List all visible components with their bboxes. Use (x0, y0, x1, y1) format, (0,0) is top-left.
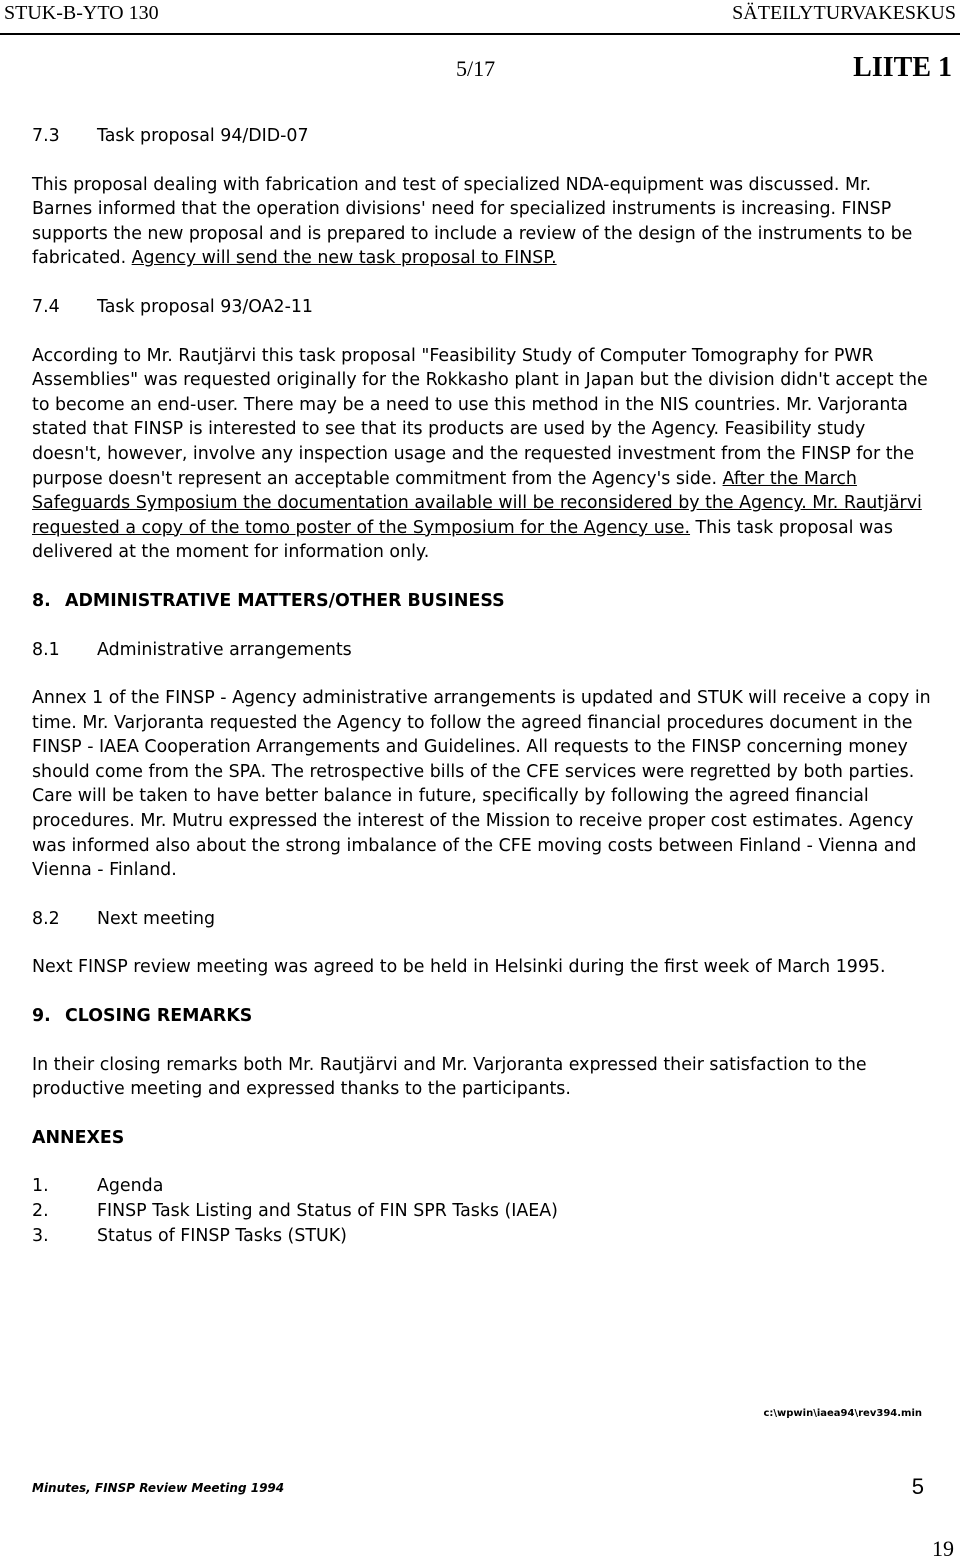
section-8-heading (32, 589, 932, 614)
annex-list (32, 1174, 932, 1248)
annex-text: FINSP Task Listing and Status of FIN SPR Tasks (IAEA) (97, 1201, 558, 1221)
page-number: 5/17 (456, 56, 496, 81)
section-number: 8.2 (32, 908, 60, 929)
footer-page-number: 5 (911, 1474, 924, 1499)
appendix-label: LIITE 1 (853, 52, 952, 83)
section-7-3-paragraph (32, 173, 932, 271)
annexes-heading: ANNEXES (32, 1127, 125, 1148)
section-8-2-paragraph: Next FINSP review meeting was agreed to be held in Helsinki during the first week of March 1995. (32, 957, 886, 978)
section-title: Next meeting (97, 908, 216, 929)
annex-number: 2. (32, 1201, 49, 1221)
annex-number: 3. (32, 1225, 49, 1246)
section-9-heading (32, 1004, 932, 1029)
annex-item (32, 1224, 932, 1249)
section-number: 7.3 (32, 126, 60, 146)
section-number: 8.1 (32, 639, 60, 660)
header-divider (0, 33, 960, 35)
section-title: CLOSING REMARKS (65, 1006, 253, 1027)
section-title: Administrative arrangements (97, 639, 352, 660)
section-number: 8. (32, 590, 51, 611)
annex-item (32, 1199, 932, 1224)
section-title: Task proposal 94/DID-07 (97, 126, 309, 146)
annex-number: 1. (32, 1176, 49, 1197)
section-9-paragraph: In their closing remarks both Mr. Rautjärvi and Mr. Varjoranta expressed their satisfaction to the productive meeting and expressed thanks to the participants. (32, 1054, 867, 1100)
section-8-1-heading (32, 638, 932, 663)
section-title: Task proposal 93/OA2-11 (97, 296, 313, 317)
section-title: ADMINISTRATIVE MATTERS/OTHER BUSINESS (65, 590, 505, 611)
org-name: SÄTEILYTURVAKESKUS (732, 2, 956, 24)
footer-title: Minutes, FINSP Review Meeting 1994 (32, 1481, 285, 1495)
annex-text: Status of FINSP Tasks (STUK) (97, 1225, 347, 1246)
paragraph-text: According to Mr. Rautjärvi this task proposal "Feasibility Study of Computer Tomography for PWR Assemblies" was requested originally for the Rokkasho plant in Japan but the division didn't accept the to become an end-user. There may be a need to use this method in the NIS countries. Mr. Varjoranta stated that FINSP is interested to see that its products are used by the Agency. Feasibility study doesn't, however, involve any inspection usage and the requested investment from the FINSP for the purpose doesn't represent an acceptable commitment from the Agency's side. (32, 345, 928, 489)
document-body (32, 124, 932, 1248)
section-8-1-paragraph: Annex 1 of the FINSP - Agency administrative arrangements is updated and STUK will receive a copy in time. Mr. Varjoranta requested the Agency to follow the agreed financial procedures document in the FINSP - IAEA Cooperation Arrangements and Guidelines. All requests to the FINSP concerning money should come from the SPA. The retrospective bills of the CFE services were regretted by both parties. Care will be taken to have better balance in future, specifically by following the agreed financial procedures. Mr. Mutru expressed the interest of the Mission to receive proper cost estimates. Agency was informed also about the strong imbalance of the CFE moving costs between Finland - Vienna and Vienna - Finland. (32, 688, 931, 881)
annex-item (32, 1174, 932, 1199)
paragraph-text: This task proposal was delivered at the moment for information only. (32, 517, 893, 563)
section-8-2-heading (32, 907, 932, 932)
underlined-text: After the March Safeguards Symposium the documentation available will be reconsidered by the Agency. Mr. Rautjärvi requested a copy of the tomo poster of the Symposium for the Agency use. (32, 468, 922, 538)
section-number: 9. (32, 1006, 51, 1027)
underlined-text: Agency will send the new task proposal to FINSP. (131, 248, 557, 269)
annex-text: Agenda (97, 1176, 164, 1197)
section-7-4-paragraph (32, 344, 932, 565)
section-number: 7.4 (32, 296, 60, 317)
report-page-number: 19 (932, 1536, 954, 1561)
section-7-4-heading (32, 295, 932, 320)
file-path: c:\wpwin\iaea94\rev394.min (763, 1408, 922, 1419)
paragraph-text: This proposal dealing with fabrication and test of specialized NDA-equipment was discussed. Mr. Barnes informed that the operation divisions' need for specialized instruments is increasing. FINSP supports the new proposal and is prepared to include a review of the design of the instruments to be fabricated. (32, 174, 913, 269)
doc-code: STUK-B-YTO 130 (4, 2, 159, 24)
section-7-3-heading (32, 124, 932, 149)
